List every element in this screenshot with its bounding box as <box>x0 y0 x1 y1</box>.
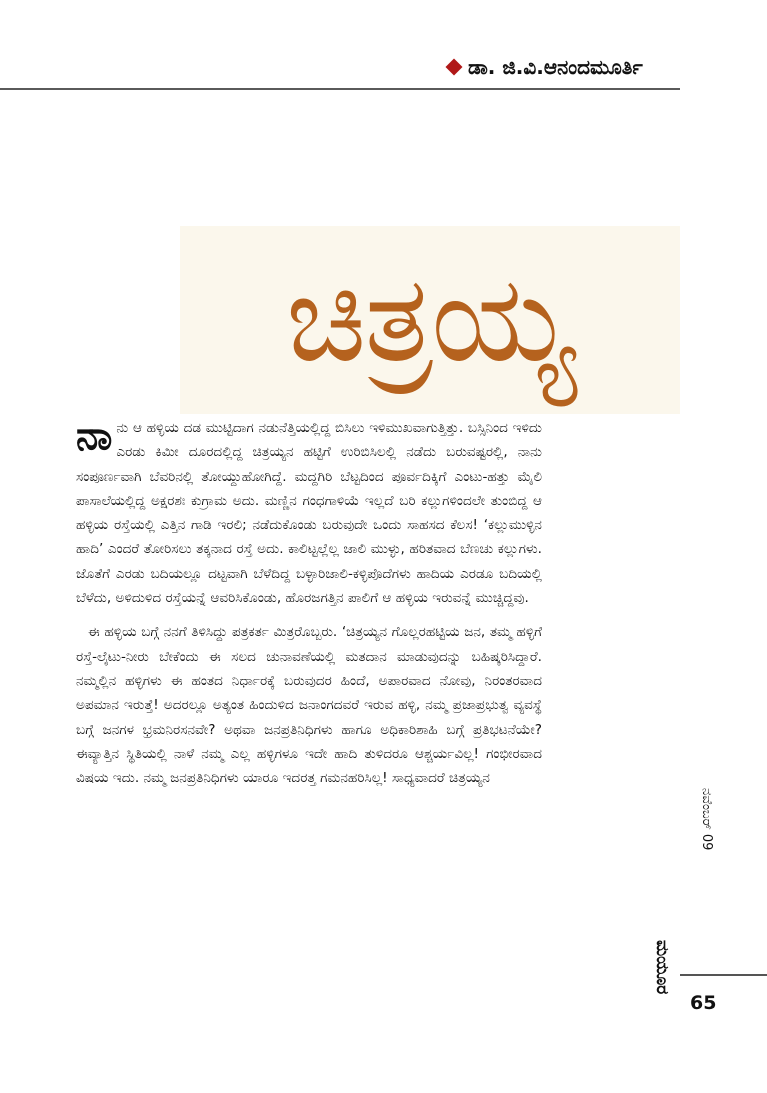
header-divider <box>0 88 680 90</box>
author-name: ಡಾ. ಜಿ.ವಿ.ಆನಂದಮೂರ್ತಿ <box>468 55 643 79</box>
footer-divider <box>680 974 767 976</box>
page-number: 65 <box>690 992 717 1014</box>
article-title: ಚಿತ್ರಯ್ಯ <box>285 250 575 389</box>
author-byline <box>444 52 684 82</box>
diamond-icon <box>446 59 463 76</box>
article-body <box>76 413 542 790</box>
paragraph-1-text: ನು ಆ ಹಳ್ಳಿಯ ದಡ ಮುಟ್ಟಿದಾಗ ನಡುನೆತ್ತಿಯಲ್ಲಿದ್ದ ಬಿಸಿಲು ಇಳಿಮುಖವಾಗುತ್ತಿತ್ತು. ಬಸ್ಸಿನಿಂದ ಇಳಿದು ಎರಡು ಕಿಮೀ ದೂರದಲ್ಲಿದ್ದ ಚಿತ್ರಯ್ಯನ ಹಟ್ಟಿಗೆ ಉರಿಬಿಸಿಲಲ್ಲಿ ನಡೆದು ಬರುವಷ್ಟರಲ್ಲಿ, ನಾನು ಸಂಪೂರ್ಣವಾಗಿ ಬೆವರಿನಲ್ಲಿ ತೋಯ್ದುಹೋಗಿದ್ದೆ. ಮದ್ದಗಿರಿ ಬೆಟ್ಟದಿಂದ ಪೂರ್ವದಿಕ್ಕಿಗೆ ಎಂಟು-ಹತ್ತು ಮೈಲಿ ಪಾಸಾಲೆಯಲ್ಲಿದ್ದ ಅಕ್ಷರಶಃ ಕುಗ್ರಾಮ ಅದು. ಮಣ್ಣಿನ ಗಂಧಗಾಳಿಯೆ ಇಲ್ಲದೆ ಬರಿ ಕಲ್ಲುಗಳಿಂದಲೇ ತುಂಬಿದ್ದ ಆ ಹಳ್ಳಿಯ ರಸ್ತೆಯಲ್ಲಿ ಎತ್ತಿನ ಗಾಡಿ ಇರಲಿ; ನಡೆದುಕೊಂಡು ಬರುವುದೇ ಒಂದು ಸಾಹಸದ ಕೆಲಸ! ‘ಕಲ್ಲುಮುಳ್ಳಿನ ಹಾದಿ’ ಎಂದರೆ ತೋರಿಸಲು ತಕ್ಕನಾದ ರಸ್ತೆ ಅದು. ಕಾಲಿಟ್ಟಲ್ಲೆಲ್ಲ ಜಾಲಿ ಮುಳ್ಳು, ಹರಿತವಾದ ಬೆಣಚು ಕಲ್ಲುಗಳು. ಜೊತೆಗೆ ಎರಡು ಬದಿಯಲ್ಲೂ ದಟ್ಟವಾಗಿ ಬೆಳೆದಿದ್ದ ಬಳ್ಳಾರಿಜಾಲಿ-ಕಳ್ಳಿಪೊದೆಗಳು ಹಾದಿಯ ಎರಡೂ ಬದಿಯಲ್ಲಿ ಬೆಳೆದು, ಅಳಿದುಳಿದ ರಸ್ತೆಯನ್ನೆ ಆವರಿಸಿಕೊಂಡು, ಹೊರಜಗತ್ತಿನ ಪಾಲಿಗೆ ಆ ಹಳ್ಳಿಯ ಇರುವನ್ನೆ ಮುಚ್ಚಿದ್ದವು. <box>76 420 542 607</box>
paragraph-2: ಈ ಹಳ್ಳಿಯ ಬಗ್ಗೆ ನನಗೆ ತಿಳಿಸಿದ್ದು ಪತ್ರಕರ್ತ ಮಿತ್ರರೊಬ್ಬರು. ‘ಚಿತ್ರಯ್ಯನ ಗೊಲ್ಲರಹಟ್ಟಿಯ ಜನ, ತಮ್ಮ ಹಳ್ಳಿಗೆ ರಸ್ತೆ-ಲೈಟು-ನೀರು ಬೇಕೆಂದು ಈ ಸಲದ ಚುನಾವಣೆಯಲ್ಲಿ ಮತದಾನ ಮಾಡುವುದನ್ನು ಬಹಿಷ್ಕರಿಸಿದ್ದಾರೆ. ನಮ್ಮಲ್ಲಿನ ಹಳ್ಳಿಗಳು ಈ ಹಂತದ ನಿರ್ಧಾರಕ್ಕೆ ಬರುವುದರ ಹಿಂದೆ, ಅಪಾರವಾದ ನೋವು, ನಿರಂತರವಾದ ಅಪಮಾನ ಇರುತ್ತೆ! ಅದರಲ್ಲೂ ಅತ್ಯಂತ ಹಿಂದುಳಿದ ಜನಾಂಗದವರೆ ಇರುವ ಹಳ್ಳಿ, ನಮ್ಮ ಪ್ರಜಾಪ್ರಭುತ್ವ ವ್ಯವಸ್ಥೆ ಬಗ್ಗೆ ಜನಗಳ ಭ್ರಮನಿರಸನವೇ? ಅಥವಾ ಜನಪ್ರತಿನಿಧಿಗಳು ಹಾಗೂ ಅಧಿಕಾರಿಶಾಹಿ ಬಗ್ಗೆ ಪ್ರತಿಭಟನೆಯೇ? ಈವ್ಯಾತ್ತಿನ ಸ್ಥಿತಿಯಲ್ಲಿ ನಾಳೆ ನಮ್ಮ ಎಲ್ಲ ಹಳ್ಳಿಗಳೂ ಇದೇ ಹಾದಿ ತುಳಿದರೂ ಆಶ್ಚರ್ಯವಿಲ್ಲ! ಗಂಭೀರವಾದ ವಿಷಯ ಇದು. ನಮ್ಮ ಜನಪ್ರತಿನಿಧಿಗಳು ಯಾರೂ ಇದರತ್ತ ಗಮನಹರಿಸಿಲ್ಲ! ಸಾಧ್ಯವಾದರೆ ಚಿತ್ರಯ್ಯನ <box>76 624 542 787</box>
magazine-name: ಮಯೂರ <box>652 940 672 995</box>
issue-date: ನವೆಂಬರ್ 09 <box>699 788 714 851</box>
paragraph-1 <box>76 413 542 610</box>
drop-cap: ನಾ <box>76 413 113 459</box>
